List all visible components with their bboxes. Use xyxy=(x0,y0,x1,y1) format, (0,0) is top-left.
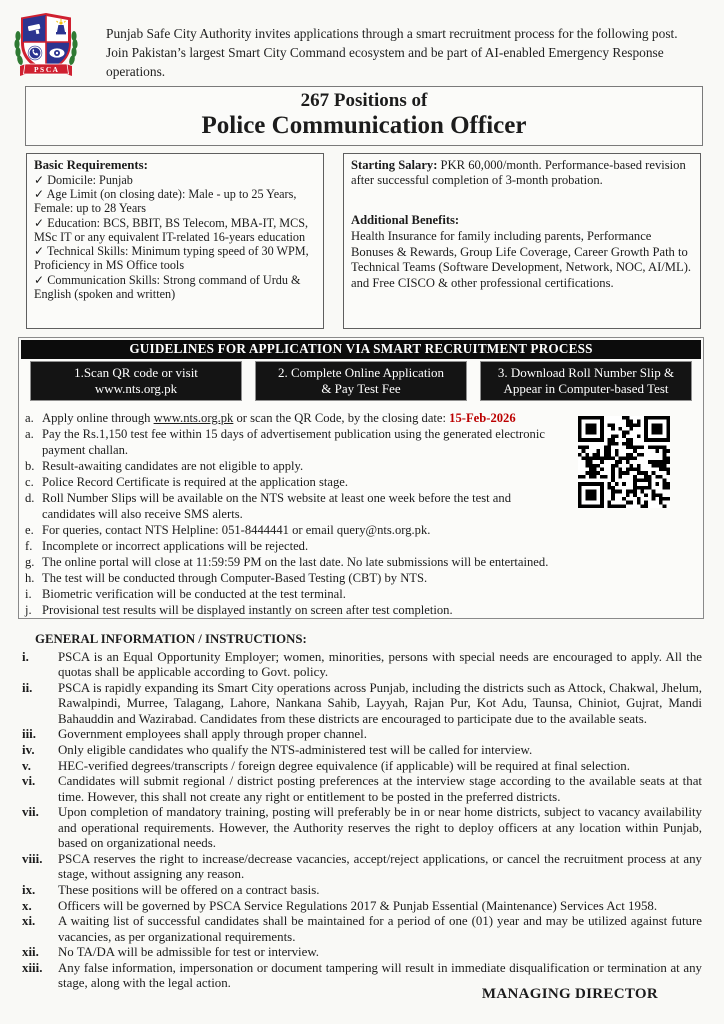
requirements-row xyxy=(26,153,701,329)
basic-requirements-heading: Basic Requirements: xyxy=(34,157,148,172)
guidelines-banner: GUIDELINES FOR APPLICATION VIA SMART RECRUITMENT PROCESS xyxy=(21,340,701,359)
job-title: Police Communication Officer xyxy=(201,112,527,139)
guideline-item: a. Pay the Rs.1,150 test fee within 15 days of advertisement publication using the generated electronic payment challan. xyxy=(25,426,545,457)
starting-salary-paragraph xyxy=(351,158,693,189)
general-instruction-item: vii. Upon completion of mandatory training, posting will preferably be in or near home districts, subject to vacancy availability and operational requirements. However, the Authority reserves the right to deploy officers at any location within Punjab, based on organizational needs. xyxy=(22,805,702,851)
basic-requirements-box xyxy=(26,153,324,329)
requirements-list xyxy=(34,173,316,301)
guideline-item: e. For queries, contact NTS Helpline: 051-8444441 or email query@nts.org.pk. xyxy=(25,522,431,537)
requirement-item: ✓ Communication Skills: Strong command of Urdu & English (spoken and written) xyxy=(34,272,301,301)
application-step-box: 1.Scan QR code or visit www.nts.org.pk xyxy=(30,361,242,401)
general-instruction-item: x. Officers will be governed by PSCA Service Regulations 2017 & Punjab Essential (Maintenance) Services Act 1958. xyxy=(22,898,658,913)
general-instruction-item: v. HEC-verified degrees/transcripts / foreign degree equivalence (if applicable) will be required at final selection. xyxy=(22,758,630,773)
phone-icon xyxy=(28,46,42,60)
guideline-a-mid: or scan the QR Code, by the closing date: xyxy=(233,410,450,425)
requirement-item: ✓ Age Limit (on closing date): Male - up to 25 Years, Female: up to 28 Years xyxy=(34,187,297,216)
guideline-item-label: a. xyxy=(25,410,34,425)
general-information-section xyxy=(22,632,702,992)
general-instruction-item: viii. PSCA reserves the right to increase/decrease vacancies, accept/reject applications, or cancel the recruitment process at any stage, without assigning any reason. xyxy=(22,851,702,882)
additional-benefits-heading: Additional Benefits: xyxy=(351,213,460,228)
general-instruction-item: xiii. Any false information, impersonation or document tampering will result in immediate disqualification or termination at any stage, along with the legal action. xyxy=(22,960,702,991)
starting-salary-label: Starting Salary: xyxy=(351,157,438,172)
guideline-item: b. Result-awaiting candidates are not eligible to apply. xyxy=(25,458,304,473)
general-instruction-item: iv. Only eligible candidates who qualify the NTS-administered test will be called for interview. xyxy=(22,743,533,758)
general-instruction-item: iii. Government employees shall apply through proper channel. xyxy=(22,727,367,742)
closing-date: 15-Feb-2026 xyxy=(449,410,516,425)
guideline-item: f. Incomplete or incorrect applications will be rejected. xyxy=(25,538,309,553)
application-step-box: 2. Complete Online Application & Pay Test Fee xyxy=(255,361,467,401)
guideline-item: j. Provisional test results will be displayed instantly on screen after test completion. xyxy=(25,602,453,617)
intro-paragraph: Punjab Safe City Authority invites applications through a smart recruitment process for the following post. Join Pakistan’s largest Smart City Command ecosystem and be part of AI-enabled Emergency Response operations. xyxy=(106,26,678,80)
signature-title: MANAGING DIRECTOR xyxy=(481,986,658,1002)
requirement-item: ✓ Domicile: Punjab xyxy=(34,172,133,187)
ribbon-banner xyxy=(20,64,72,76)
steps-row xyxy=(30,361,692,401)
logo-ribbon-text: P S C A xyxy=(33,64,59,74)
starting-salary-text: PKR 60,000/month. Performance-based revision after successful completion of 3-month probation. xyxy=(351,157,686,188)
guidelines-list xyxy=(19,407,703,619)
guideline-item: h. The test will be conducted through Computer-Based Testing (CBT) by NTS. xyxy=(25,570,428,585)
guideline-item: g. The online portal will close at 11:59:59 PM on the last date. No late submissions will be entertained. xyxy=(25,554,549,569)
header xyxy=(0,0,724,82)
guideline-item: c. Police Record Certificate is required at the application stage. xyxy=(25,474,348,489)
general-instruction-item: vi. Candidates will submit regional / district posting preferences at the interview stage according to the available seats at that time. However, this shall not create any right or entitlement to be posted in the preferred districts. xyxy=(22,774,702,804)
guidelines-box xyxy=(18,337,704,619)
qr-code xyxy=(577,416,671,508)
general-information-heading: GENERAL INFORMATION / INSTRUCTIONS: xyxy=(35,631,307,646)
general-instruction-item: ix. These positions will be offered on a contract basis. xyxy=(22,882,320,897)
guideline-item: d. Roll Number Slips will be available on the NTS website at least one week before the test and candidates will also receive SMS alerts. xyxy=(25,490,511,521)
general-instruction-item: ii. PSCA is rapidly expanding its Smart City operations across Punjab, including the districts such as Attock, Chakwal, Jhelum, Rawalpindi, Murree, Talagang, Lahore, Nankana Sahib, Layyah, Rajan Pur, Kot Adu, Taunsa, Chiniot, Gujrat, Mandi Bahauddin and Wazirabad. Candidates from these districts are encouraged to participate due to the available seats. xyxy=(22,680,702,726)
requirement-item: ✓ Technical Skills: Minimum typing speed of 30 WPM, Proficiency in MS Office tools xyxy=(34,244,309,273)
guideline-item: i. Biometric verification will be conducted at the test terminal. xyxy=(25,586,346,601)
general-information-list xyxy=(22,650,702,992)
general-instruction-item: i. PSCA is an Equal Opportunity Employer; women, minorities, persons with special needs are encouraged to apply. All the quotas shall be applicable according to Govt. policy. xyxy=(22,649,702,680)
eye-icon xyxy=(50,48,65,57)
application-step-box: 3. Download Roll Number Slip & Appear in Computer-based Test xyxy=(480,361,692,401)
requirement-item: ✓ Education: BCS, BBIT, BS Telecom, MBA-IT, MCS, MSc IT or any equivalent IT-related 16-years education xyxy=(34,215,309,244)
psca-logo-icon xyxy=(12,10,80,82)
additional-benefits-text: Health Insurance for family including parents, Performance Bonuses & Rewards, Group Life Coverage, Career Growth Path to Technical Teams (Software Development, Network, NOC, AI/ML). and Free CISCO & other professional certifications. xyxy=(351,228,692,291)
guideline-a-pre: Apply online through xyxy=(42,410,154,425)
general-instruction-item: xii. No TA/DA will be admissible for test or interview. xyxy=(22,945,320,960)
title-box xyxy=(25,86,703,146)
nts-url-link[interactable]: www.nts.org.pk xyxy=(153,410,234,425)
salary-benefits-box xyxy=(343,153,701,329)
positions-count: 267 Positions of xyxy=(300,90,428,111)
general-instruction-item: xi. A waiting list of successful candidates shall be maintained for a period of one (01) year and may be utilized against future vacancies, as per organizational requirements. xyxy=(22,914,702,944)
